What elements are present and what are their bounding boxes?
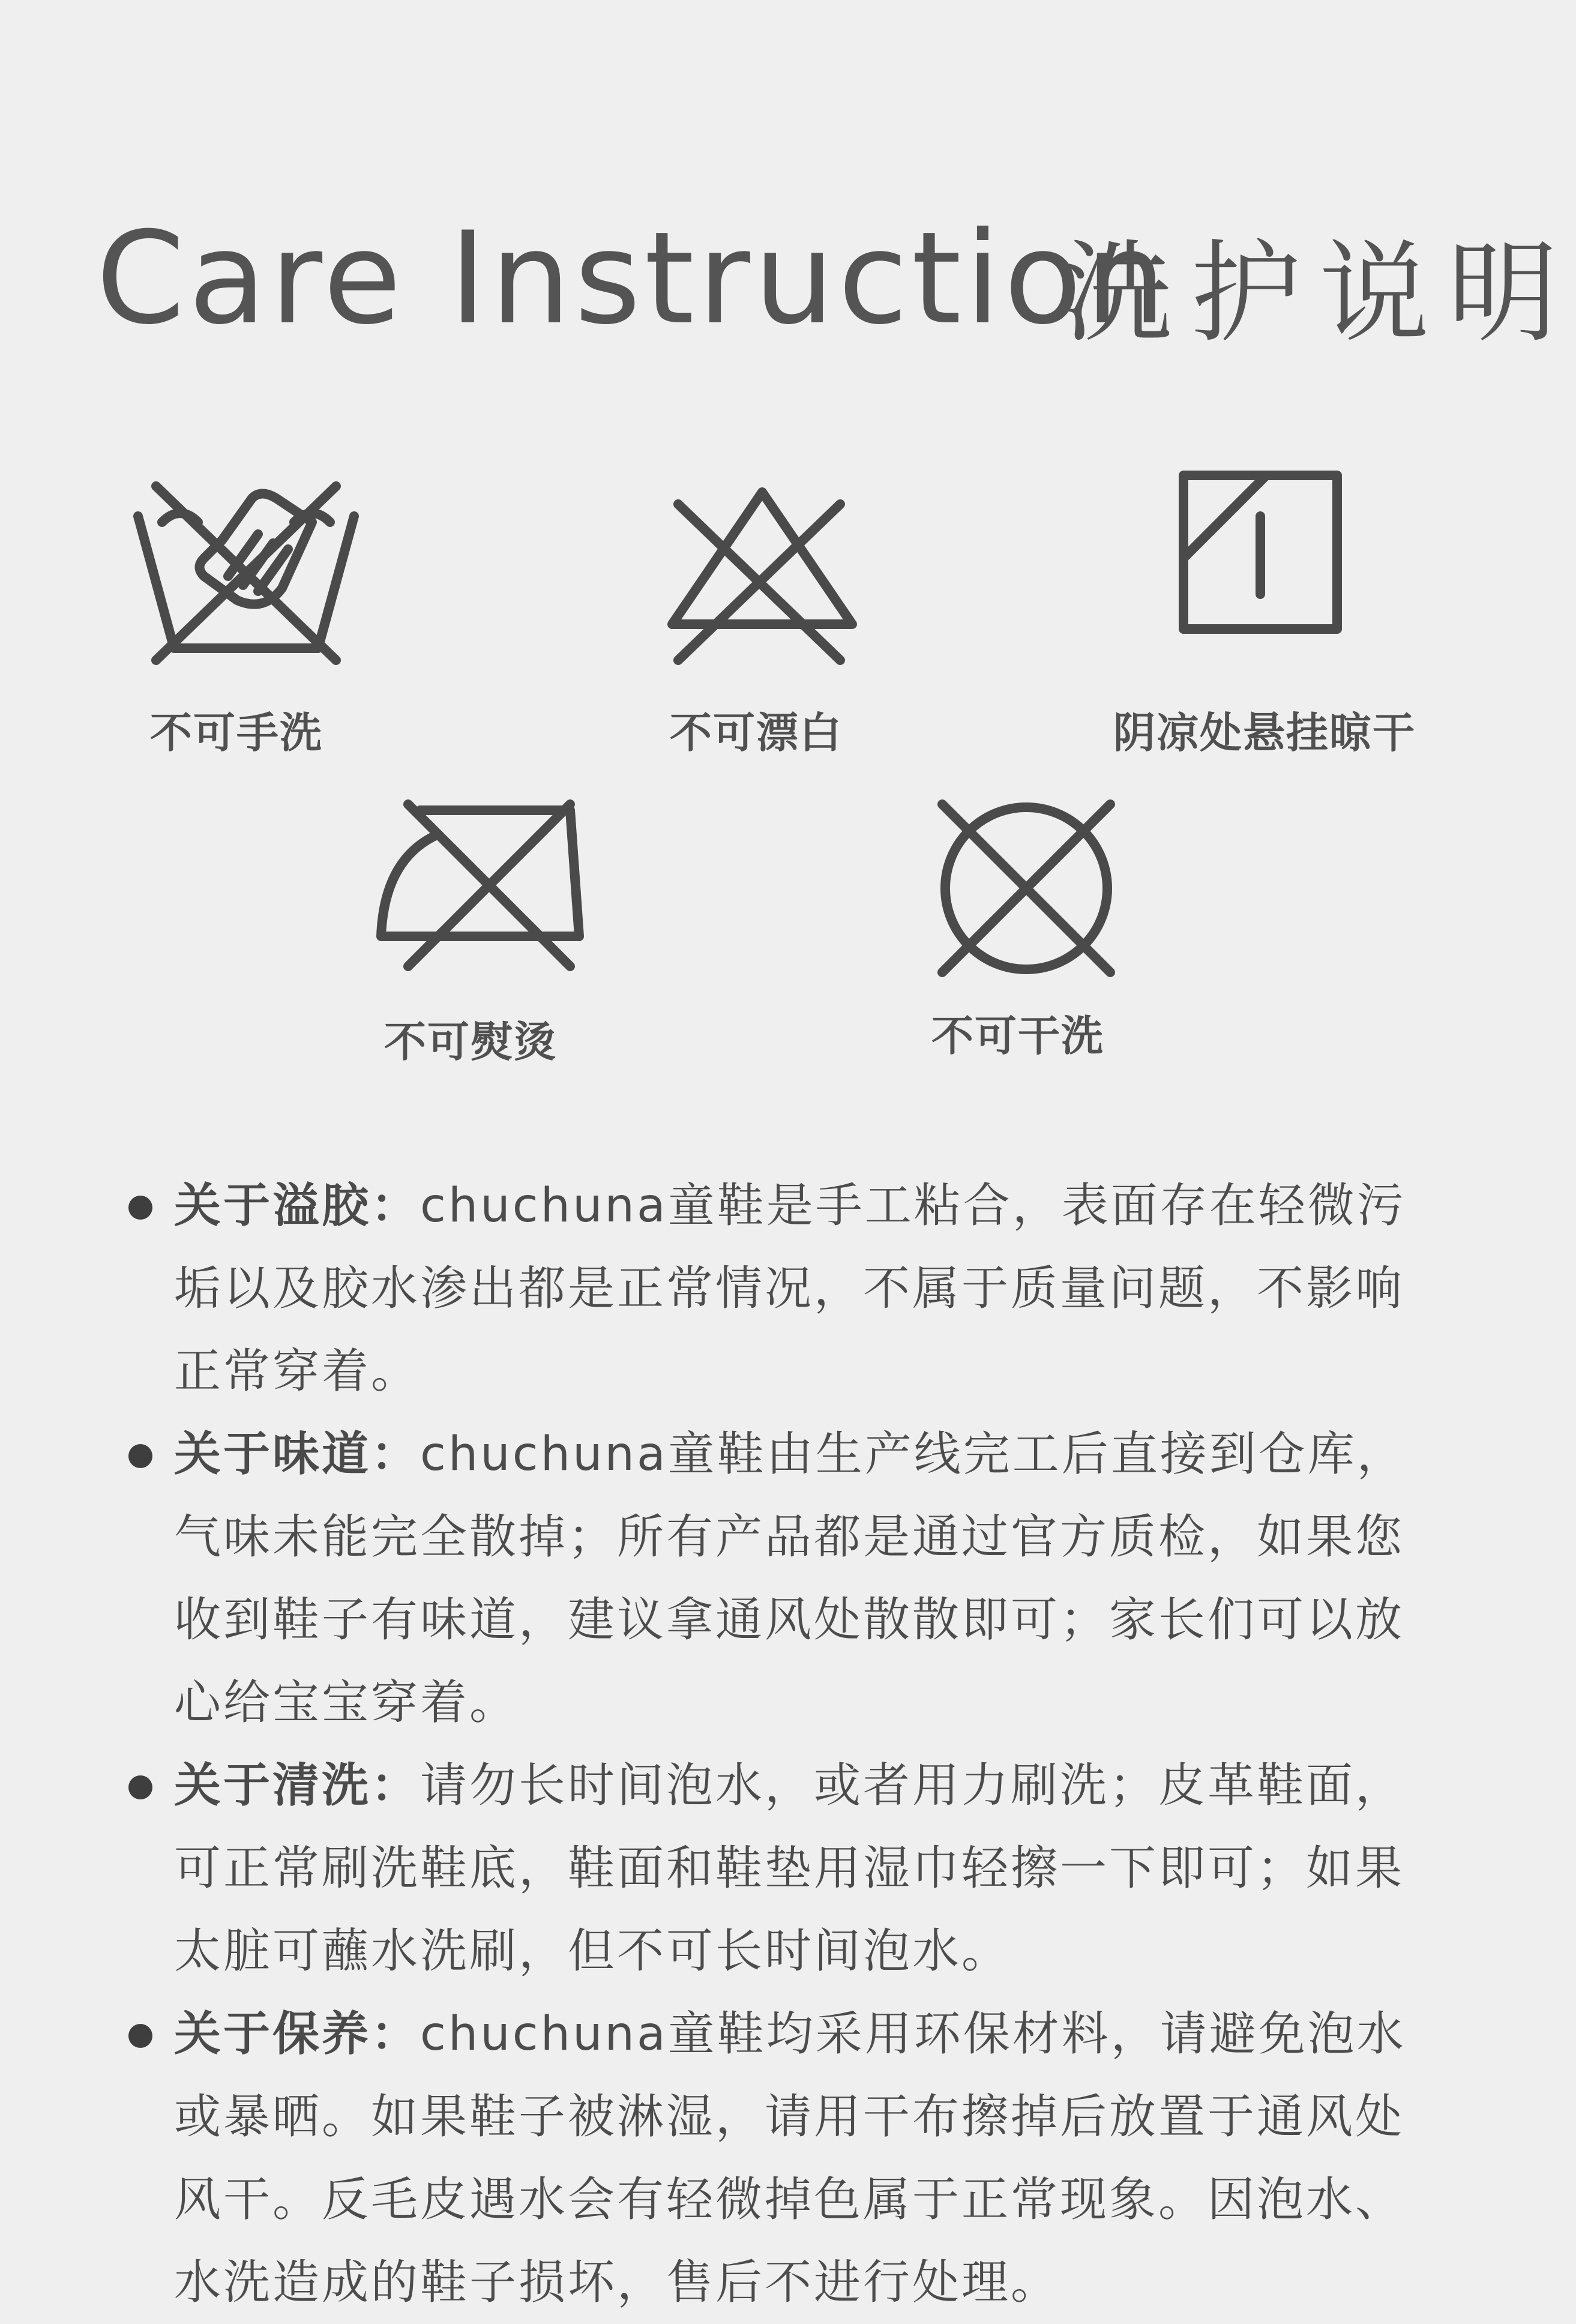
care-note-odor [126, 1413, 1440, 1744]
bullet-icon [128, 1775, 152, 1799]
care-symbol-no-iron [372, 792, 588, 1067]
no-dry-clean-icon [930, 792, 1122, 984]
no-iron-icon [372, 792, 588, 978]
note-heading: 关于保养： [174, 2007, 421, 2061]
care-note-glue-overflow [126, 1164, 1440, 1413]
note-text: chuchuna童鞋均采用环保材料，请避免泡水或暴晒。如果鞋子被淋湿，请用干布擦掉后放置于通风处风干。反毛皮遇水会有轻微掉色属于正常现象。因泡水、水洗造成的鞋子损坏，售后不进行处理。 [174, 2007, 1406, 2310]
note-heading: 关于溢胶： [174, 1179, 421, 1233]
page-title-chinese: 洗护说明 [1062, 229, 1576, 358]
care-note-maintenance [126, 1993, 1440, 2324]
care-symbol-line-dry-in-shade [1113, 468, 1416, 757]
note-text: chuchuna童鞋是手工粘合，表面存在轻微污垢以及胶水渗出都是正常情况，不属于质量问题，不影响正常穿着。 [174, 1179, 1406, 1398]
symbol-label: 不可手洗 [150, 708, 323, 757]
care-notes-list [126, 1164, 1440, 2324]
symbol-label: 阴凉处悬挂晾干 [1113, 708, 1416, 757]
page-title-english: Care Instruction [96, 204, 1170, 352]
bullet-icon [128, 2024, 152, 2048]
note-heading: 关于味道： [174, 1427, 421, 1481]
symbol-label: 不可干洗 [931, 1011, 1104, 1061]
note-text: 请勿长时间泡水，或者用力刷洗；皮革鞋面，可正常刷洗鞋底，鞋面和鞋垫用湿巾轻擦一下即可；如果太脏可蘸水洗刷，但不可长时间泡水。 [174, 1759, 1405, 1978]
symbol-label: 不可熨烫 [384, 1017, 557, 1067]
care-note-cleaning [126, 1744, 1440, 1993]
line-dry-in-shade-icon [1176, 468, 1344, 636]
no-hand-wash-icon [132, 456, 360, 672]
note-text: chuchuna童鞋由生产线完工后直接到仓库，气味未能完全散掉；所有产品都是通过官方质检，如果您收到鞋子有味道，建议拿通风处散散即可；家长们可以放心给宝宝穿着。 [174, 1427, 1406, 1730]
bullet-icon [128, 1444, 152, 1468]
care-symbol-no-bleach [660, 480, 864, 757]
note-heading: 关于清洗： [174, 1759, 421, 1813]
care-symbol-no-dry-clean [930, 792, 1122, 1061]
care-symbol-no-hand-wash [132, 456, 360, 757]
no-bleach-icon [660, 480, 864, 678]
bullet-icon [128, 1196, 152, 1220]
symbol-label: 不可漂白 [670, 708, 843, 757]
